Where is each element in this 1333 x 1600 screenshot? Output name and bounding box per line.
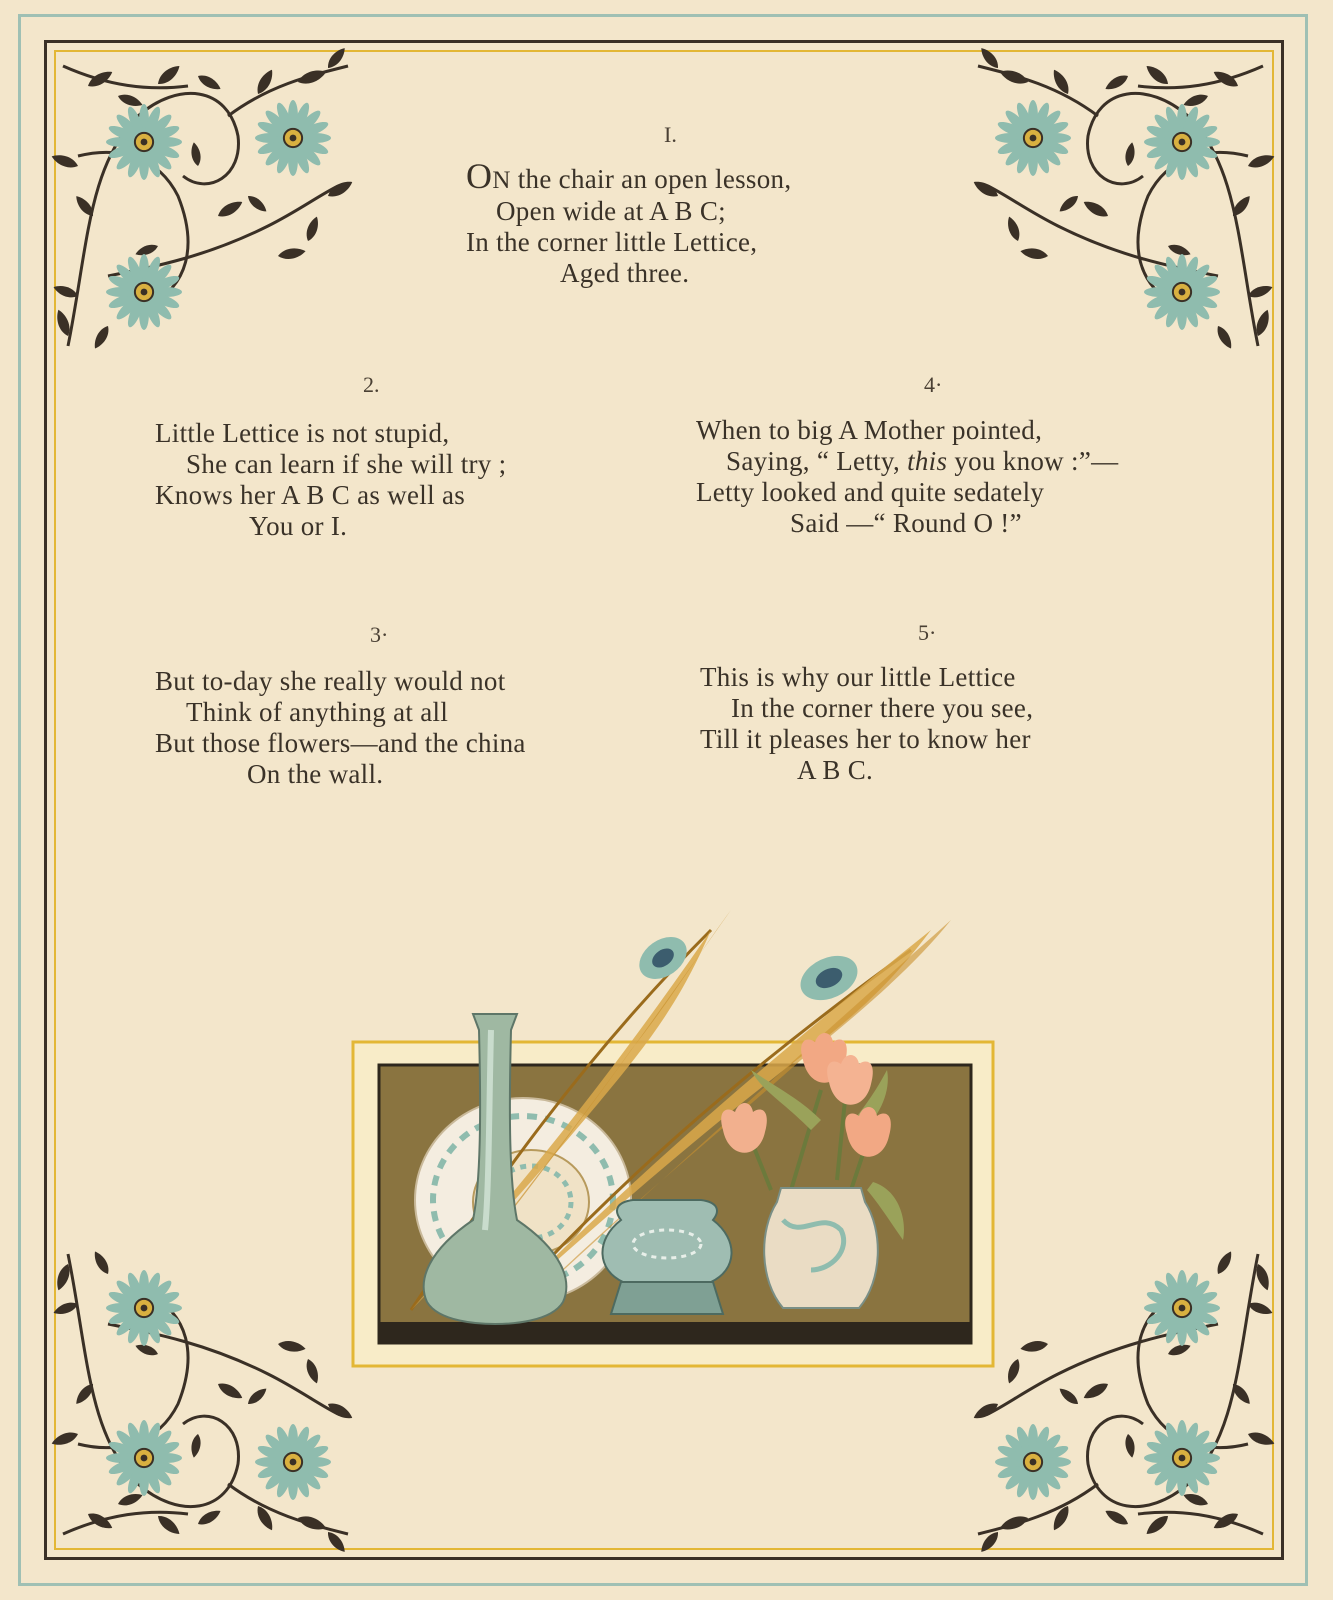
- stanza-2: [155, 418, 506, 542]
- daisy-flower-icon: [1144, 1270, 1220, 1346]
- daisy-flower-icon: [255, 1424, 331, 1500]
- stanza-2-number: 2.: [363, 372, 380, 397]
- jar-icon: [602, 1200, 731, 1314]
- stanza-5: [700, 662, 1033, 786]
- stanza-5-line-2: In the corner there you see,: [731, 693, 1034, 723]
- corner-ornament-bottom-right: [958, 1234, 1278, 1554]
- corner-ornament-top-left: [48, 46, 368, 366]
- daisy-flower-icon: [106, 104, 182, 180]
- daisy-flower-icon: [106, 1270, 182, 1346]
- stanza-4-line-1: When to big A Mother pointed,: [696, 415, 1043, 445]
- stanza-2-line-2: She can learn if she will try ;: [186, 449, 507, 479]
- daisy-flower-icon: [995, 100, 1071, 176]
- stanza-3-line-1: But to-day she really would not: [155, 666, 506, 696]
- daisy-flower-icon: [106, 1420, 182, 1496]
- stanza-3-line-2: Think of anything at all: [186, 697, 449, 727]
- daisy-flower-icon: [1144, 1420, 1220, 1496]
- stanza-1-number: I.: [664, 122, 677, 147]
- corner-ornament-top-right: [958, 46, 1278, 366]
- stanza-4: [696, 415, 1118, 539]
- stanza-3: [155, 666, 526, 790]
- stanza-1: [466, 156, 792, 289]
- daisy-flower-icon: [1144, 104, 1220, 180]
- stanza-2-line-3: Knows her A B C as well as: [155, 480, 466, 510]
- stanza-1-line-1: ON the chair an open lesson,: [466, 156, 792, 196]
- stanza-3-line-4: On the wall.: [247, 759, 384, 789]
- stanza-4-line-3: Letty looked and quite sedately: [696, 477, 1045, 507]
- stanza-1-line-2: Open wide at A B C;: [496, 196, 726, 226]
- stanza-4-line-4: Said —“ Round O !”: [790, 508, 1022, 538]
- stanza-5-line-1: This is why our little Lettice: [700, 662, 1016, 692]
- stanza-5-line-4: A B C.: [797, 755, 874, 785]
- stanza-2-line-1: Little Lettice is not stupid,: [155, 418, 450, 448]
- stanza-5-number: 5·: [918, 620, 937, 645]
- daisy-flower-icon: [255, 100, 331, 176]
- corner-ornament-bottom-left: [48, 1234, 368, 1554]
- stanza-1-line-3: In the corner little Lettice,: [466, 227, 758, 257]
- daisy-flower-icon: [106, 254, 182, 330]
- daisy-flower-icon: [1144, 254, 1220, 330]
- stanza-3-line-3: But those flowers—and the china: [155, 728, 526, 758]
- stanza-3-number: 3·: [370, 622, 389, 647]
- stanza-4-line-2: Saying, “ Letty, this you know :”—: [726, 446, 1119, 476]
- daisy-flower-icon: [995, 1424, 1071, 1500]
- stanza-2-line-4: You or I.: [249, 511, 348, 541]
- stanza-4-number: 4·: [924, 372, 943, 397]
- still-life-illustration: [351, 890, 995, 1370]
- stanza-1-line-4: Aged three.: [560, 258, 690, 288]
- stanza-5-line-3: Till it pleases her to know her: [700, 724, 1031, 754]
